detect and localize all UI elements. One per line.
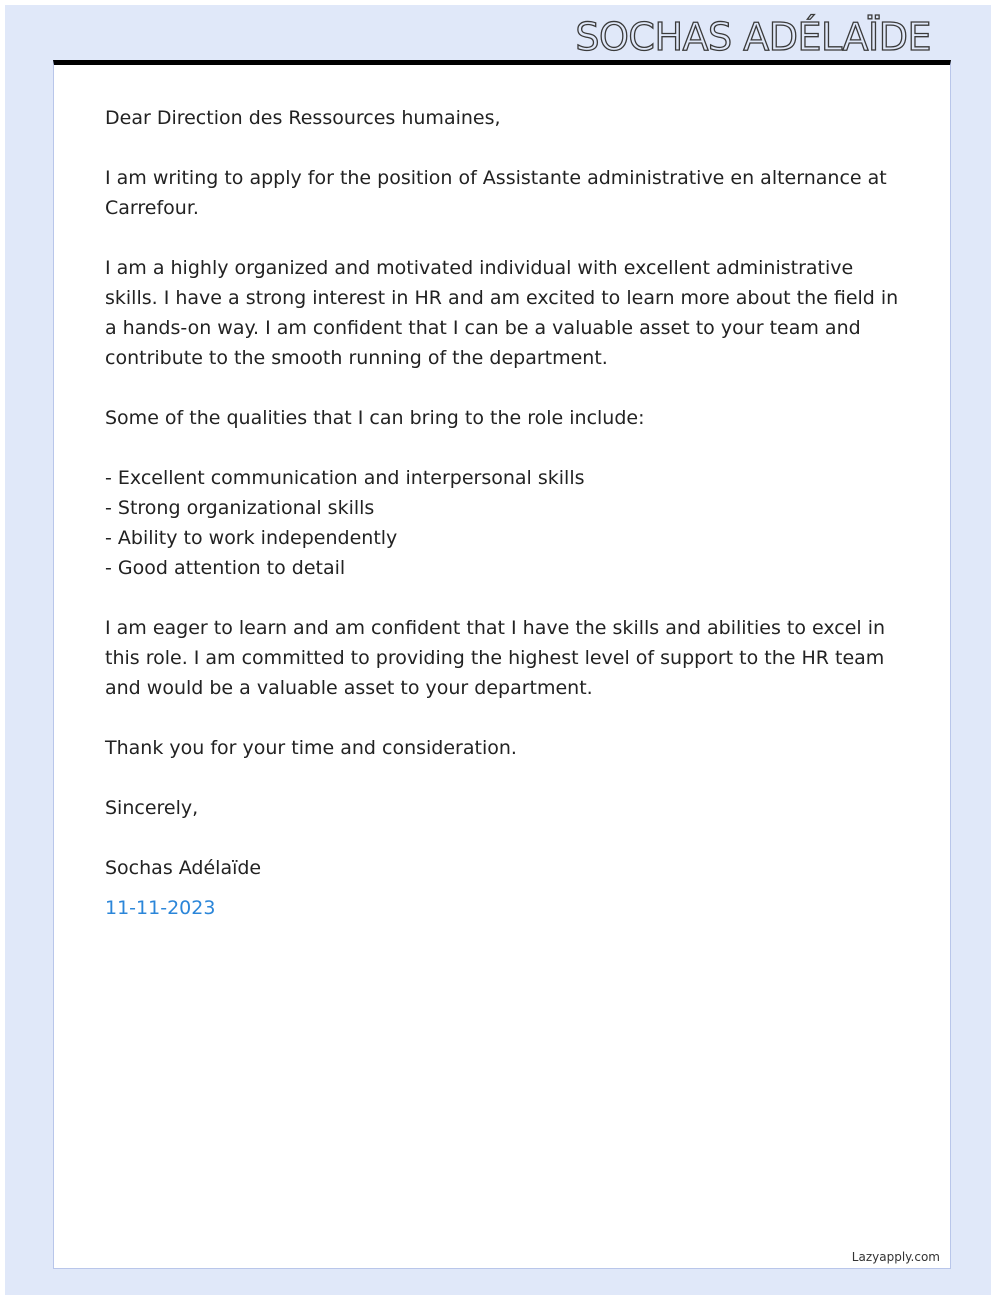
body-paragraph-2: I am eager to learn and am confident that I have the skills and abilities to excel in this role. I am committed to providing the highest level of support to the HR team and would be a valuable asset to your department.: [105, 617, 886, 699]
page-frame: [5, 5, 991, 1295]
list-item: - Excellent communication and interpersonal skills: [105, 463, 905, 493]
thanks-line: Thank you for your time and consideration.: [105, 737, 517, 759]
list-item: - Good attention to detail: [105, 553, 905, 583]
cover-letter-body: [105, 103, 905, 923]
salutation: Dear Direction des Ressources humaines,: [105, 107, 501, 129]
letter-date: 11-11-2023: [105, 897, 216, 919]
closing: Sincerely,: [105, 797, 199, 819]
signature: Sochas Adélaïde: [105, 857, 262, 879]
list-item: - Strong organizational skills: [105, 493, 905, 523]
footer-brand: Lazyapply.com: [851, 1250, 940, 1264]
intro-paragraph: I am writing to apply for the position of Assistante administrative en alternance at Carrefour.: [105, 167, 887, 219]
body-paragraph-1: I am a highly organized and motivated individual with excellent administrative skills. I have a strong interest in HR and am excited to learn more about the field in a hands-on way. I am confident that I can be a valuable asset to your team and contribute to the smooth running of the department.: [105, 257, 899, 369]
letter-page: [53, 60, 951, 1269]
applicant-name-header: SOCHAS ADÉLAÏDE: [575, 15, 931, 59]
qualities-list: [105, 463, 905, 583]
qualities-intro: Some of the qualities that I can bring to the role include:: [105, 407, 645, 429]
list-item: - Ability to work independently: [105, 523, 905, 553]
